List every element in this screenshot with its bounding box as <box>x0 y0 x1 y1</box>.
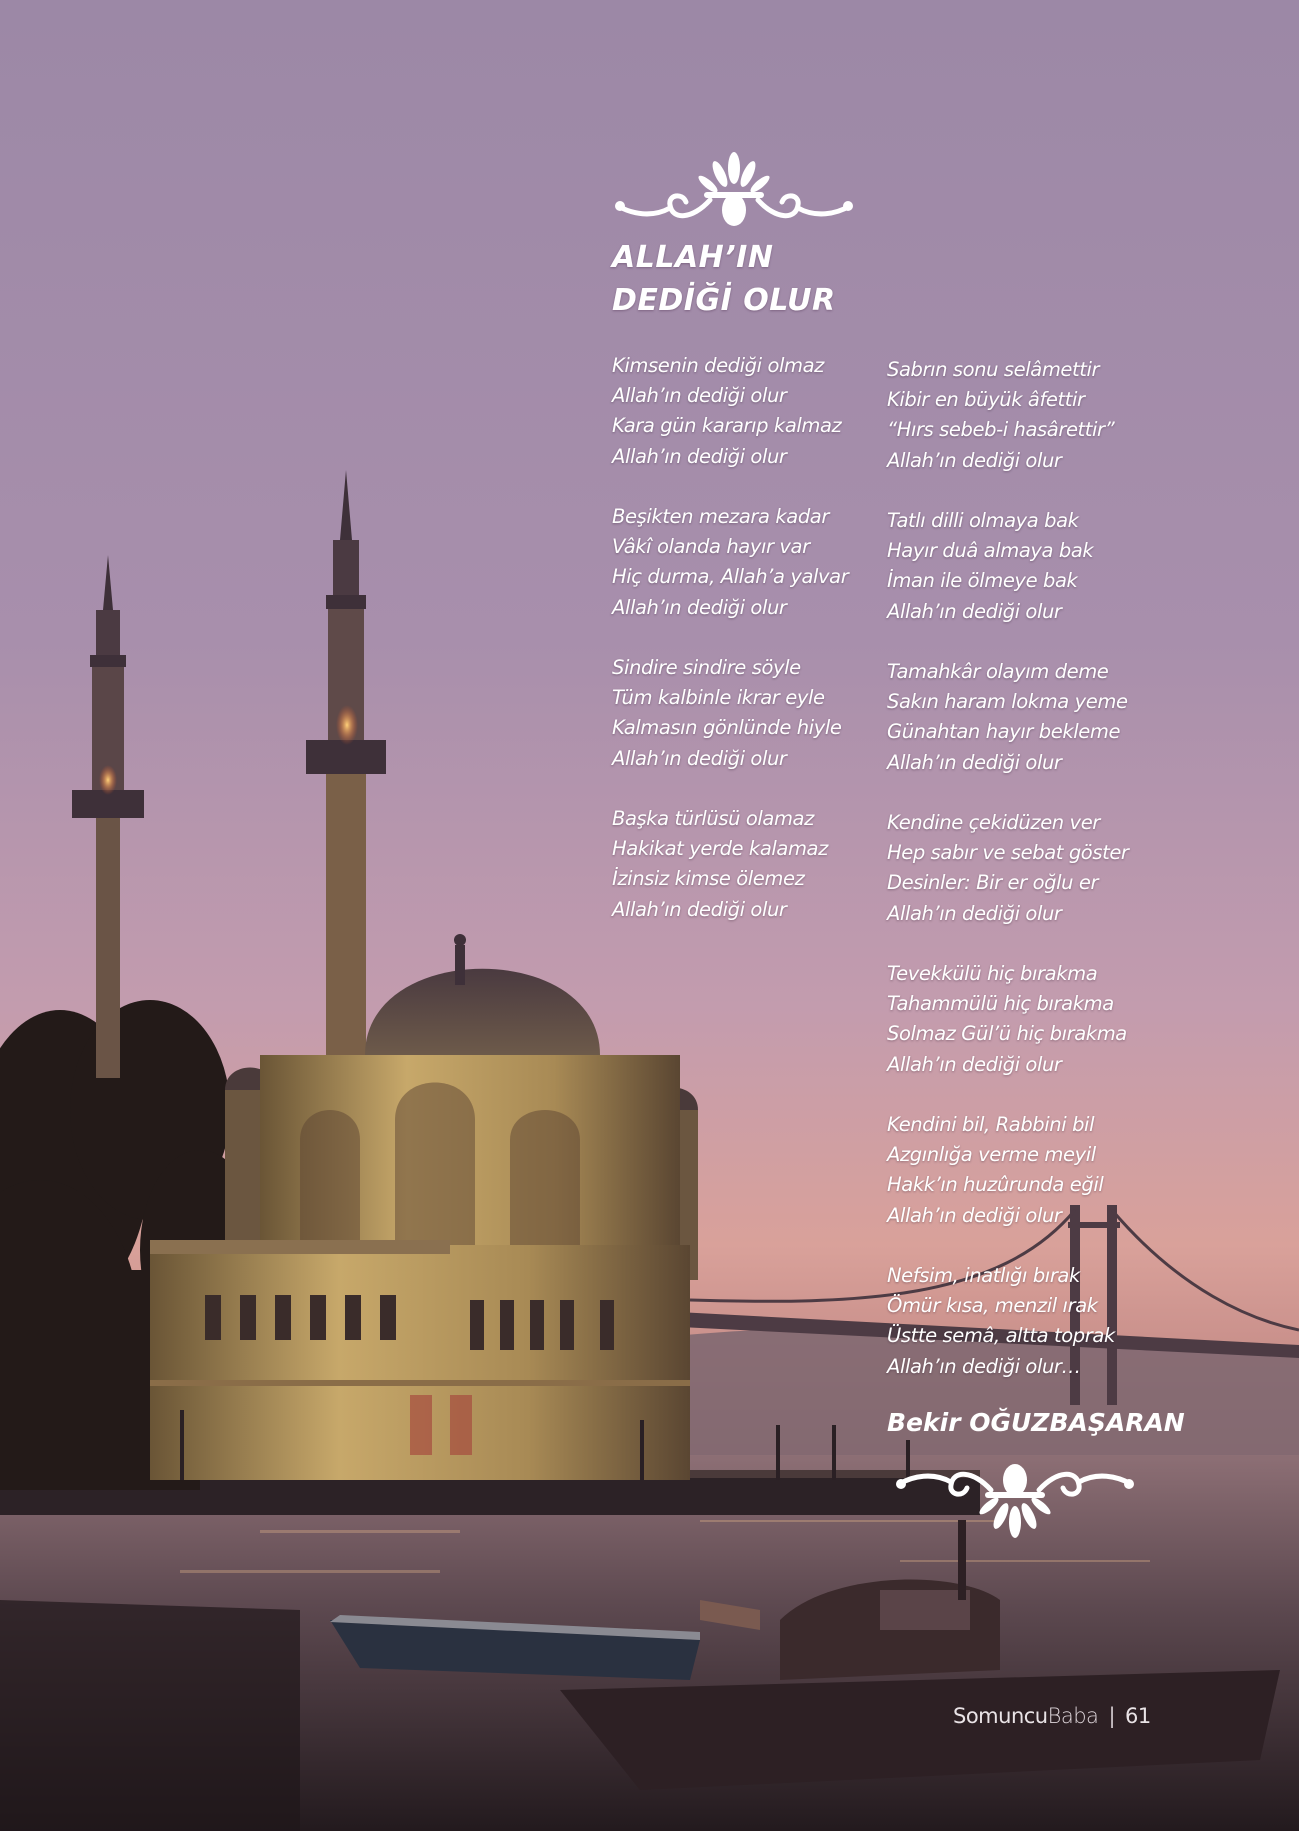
stanza <box>887 959 1129 1080</box>
poem-line: Üstte semâ, altta toprak <box>887 1324 1115 1348</box>
poem-line: İman ile ölmeye bak <box>887 569 1078 593</box>
poem-line: Tamahkâr olayım deme <box>887 660 1109 683</box>
poem-line: Allah’ın dediği olur <box>612 444 787 468</box>
poem-line: Solmaz Gül’ü hiç bırakma <box>887 1022 1127 1046</box>
poem-line: Kibir en büyük âfettir <box>887 388 1085 412</box>
poem-line: Hiç durma, Allah’a yalvar <box>612 565 849 589</box>
poem-line: Allah’ın dediği olur <box>612 384 787 408</box>
stanza <box>887 355 1129 476</box>
stanza <box>887 1110 1129 1231</box>
stanza <box>887 506 1129 627</box>
poem-line: Sindire sindire söyle <box>612 656 801 679</box>
poem-author: Bekir OĞUZBAŞARAN <box>887 1408 1185 1437</box>
poem-line: Allah’ın dediği olur <box>887 448 1062 472</box>
brand-name-part2: Baba <box>1047 1704 1099 1728</box>
poem-column-right <box>887 355 1129 1412</box>
poem-line: Allah’ın dediği olur <box>887 750 1062 774</box>
poem-line: Desinler: Bir er oğlu er <box>887 871 1099 895</box>
poem-line: Kendini bil, Rabbini bil <box>887 1113 1095 1136</box>
brand-name-part1: Somuncu <box>953 1704 1048 1728</box>
poem-line: Allah’ın dediği olur <box>612 595 787 619</box>
poem-line: Hayır duâ almaya bak <box>887 539 1094 563</box>
poem-line: Kalmasın gönlünde hiyle <box>612 716 842 740</box>
stanza <box>612 653 848 774</box>
stanza <box>887 1261 1129 1382</box>
poem-line: Kimsenin dediği olmaz <box>612 354 824 377</box>
poem-line: Sakın haram lokma yeme <box>887 690 1128 714</box>
poem-line: Tüm kalbinle ikrar eyle <box>612 686 825 710</box>
poem-line: Sabrın sonu selâmettir <box>887 358 1100 381</box>
poem-title-line-2: DEDİĞİ OLUR <box>612 283 836 318</box>
top-ornament-icon <box>612 150 856 228</box>
poem-line: Hep sabır ve sebat göster <box>887 841 1129 865</box>
stanza <box>612 804 848 925</box>
bottom-ornament-icon <box>893 1462 1137 1540</box>
poem-line: Hakk’ın huzûrunda eğil <box>887 1173 1104 1197</box>
page-footer <box>953 1704 1151 1728</box>
poem-line: Ömür kısa, menzil ırak <box>887 1294 1098 1318</box>
poem-title-line-1: ALLAH’IN <box>612 240 774 275</box>
poem-line: Allah’ın dediği olur <box>887 901 1062 925</box>
poem-line: “Hırs sebeb-i hasârettir” <box>887 418 1115 442</box>
footer-separator: | <box>1108 1704 1116 1728</box>
page-number: 61 <box>1125 1704 1151 1728</box>
poem-line: Kara gün kararıp kalmaz <box>612 414 842 438</box>
poem-line: Allah’ın dediği olur <box>887 599 1062 623</box>
poem-line: Tevekkülü hiç bırakma <box>887 962 1098 985</box>
poem-line: Hakikat yerde kalamaz <box>612 837 828 861</box>
poem-line: Günahtan hayır bekleme <box>887 720 1121 744</box>
stanza <box>612 351 848 472</box>
poem-line: Azgınlığa verme meyil <box>887 1143 1096 1167</box>
stanza <box>612 502 848 623</box>
poem-line: Başka türlüsü olamaz <box>612 807 814 830</box>
poem-line: Tahammülü hiç bırakma <box>887 992 1114 1016</box>
poem-line: Kendine çekidüzen ver <box>887 811 1100 834</box>
poem-line: Beşikten mezara kadar <box>612 505 829 528</box>
poem-title <box>612 236 836 322</box>
poem-line: Vâkî olanda hayır var <box>612 535 810 559</box>
poem-line: Allah’ın dediği olur <box>612 746 787 770</box>
poem-line: Nefsim, inatlığı bırak <box>887 1264 1080 1287</box>
poem-line: Allah’ın dediği olur <box>887 1203 1062 1227</box>
poem-line: Allah’ın dediği olur <box>887 1052 1062 1076</box>
poem-line: Allah’ın dediği olur <box>612 897 787 921</box>
poem-line: Allah’ın dediği olur… <box>887 1354 1081 1378</box>
poem-line: Tatlı dilli olmaya bak <box>887 509 1079 532</box>
poem-line: İzinsiz kimse ölemez <box>612 867 805 891</box>
poem-column-left <box>612 351 848 955</box>
stanza <box>887 808 1129 929</box>
stanza <box>887 657 1129 778</box>
